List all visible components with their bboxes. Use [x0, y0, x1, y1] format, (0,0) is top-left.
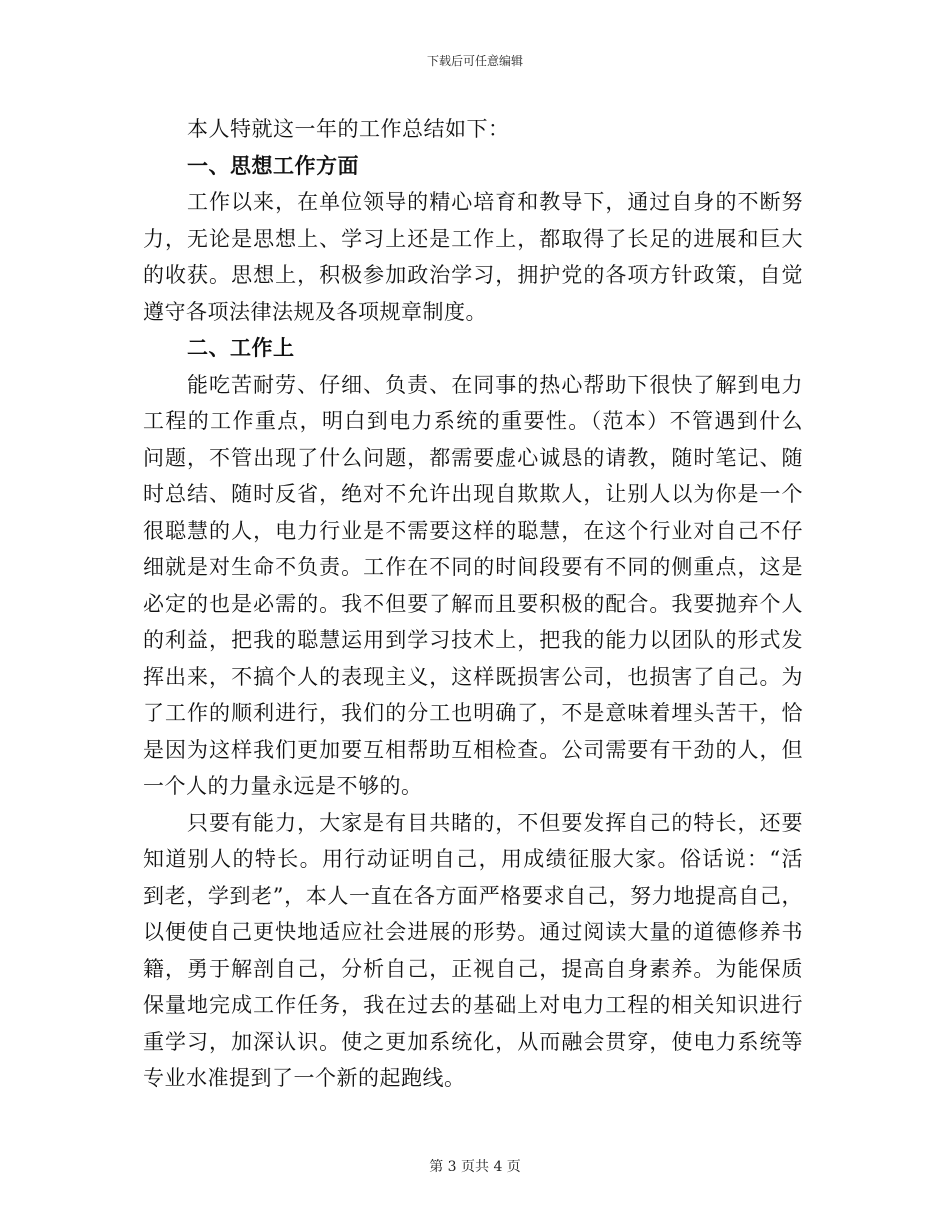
paragraph-line: 知道别人的特长。用行动证明自己，用成绩征服大家。俗话说：“活 [143, 847, 803, 871]
paragraph-line: 时总结、随时反省，绝对不允许出现自欺欺人，让别人以为你是一个 [143, 482, 803, 506]
paragraph-line: 遵守各项法律法规及各项规章制度。 [143, 299, 487, 324]
paragraph-line: 是因为这样我们更加要互相帮助互相检查。公司需要有干劲的人，但 [143, 737, 803, 762]
paragraph-line: 只要有能力，大家是有目共睹的，不但要发挥自己的特长，还要 [187, 810, 803, 835]
paragraph-line: 细就是对生命不负责。工作在不同的时间段要有不同的侧重点，这是 [143, 555, 803, 579]
paragraph-line: 到老，学到老”，本人一直在各方面严格要求自己，努力地提高自己， [143, 883, 803, 908]
page-header: 下载后可任意编辑 [426, 54, 523, 68]
paragraph-line: 挥出来，不搞个人的表现主义，这样既损害公司，也损害了自己。为 [143, 664, 803, 689]
document-body [143, 111, 803, 1097]
paragraph-line: 重学习，加深认识。使之更加系统化，从而融会贯穿，使电力系统等 [143, 1029, 803, 1054]
page-footer: 第 3 页共 4 页 [429, 1159, 521, 1175]
section-heading-thought: 一、思想工作方面 [187, 152, 359, 178]
paragraph-line: 问题，不管出现了什么问题，都需要虚心诚恳的请教，随时笔记、随 [143, 445, 803, 470]
intro-line: 本人特就这一年的工作总结如下： [187, 117, 510, 141]
paragraph-line: 很聪慧的人，电力行业是不需要这样的聪慧，在这个行业对自己不仔 [143, 518, 803, 543]
paragraph-line: 了工作的顺利进行，我们的分工也明确了，不是意味着埋头苦干，恰 [143, 701, 803, 725]
paragraph-line: 能吃苦耐劳、仔细、负责、在同事的热心帮助下很快了解到电力 [187, 372, 803, 397]
paragraph-line: 保量地完成工作任务，我在过去的基础上对电力工程的相关知识进行 [143, 993, 803, 1017]
paragraph-line: 工程的工作重点，明白到电力系统的重要性。（范本）不管遇到什么 [143, 409, 803, 433]
paragraph-line: 必定的也是必需的。我不但要了解而且要积极的配合。我要抛弃个人 [143, 591, 803, 616]
paragraph-line: 的利益，把我的聪慧运用到学习技术上，把我的能力以团队的形式发 [143, 628, 803, 652]
paragraph-line: 一个人的力量永远是不够的。 [143, 774, 423, 798]
paragraph-line: 工作以来，在单位领导的精心培育和教导下，通过自身的不断努 [187, 190, 803, 214]
paragraph-line: 的收获。思想上，积极参加政治学习，拥护党的各项方针政策，自觉 [143, 263, 803, 287]
paragraph-line: 籍，勇于解剖自己，分析自己，正视自己，提高自身素养。为能保质 [143, 956, 803, 981]
paragraph-line: 力，无论是思想上、学习上还是工作上，都取得了长足的进展和巨大 [143, 226, 803, 251]
paragraph-line: 专业水准提到了一个新的起跑线。 [143, 1066, 466, 1090]
paragraph-line: 以便使自己更快地适应社会进展的形势。通过阅读大量的道德修养书 [143, 920, 803, 944]
section-heading-work: 二、工作上 [187, 335, 295, 360]
